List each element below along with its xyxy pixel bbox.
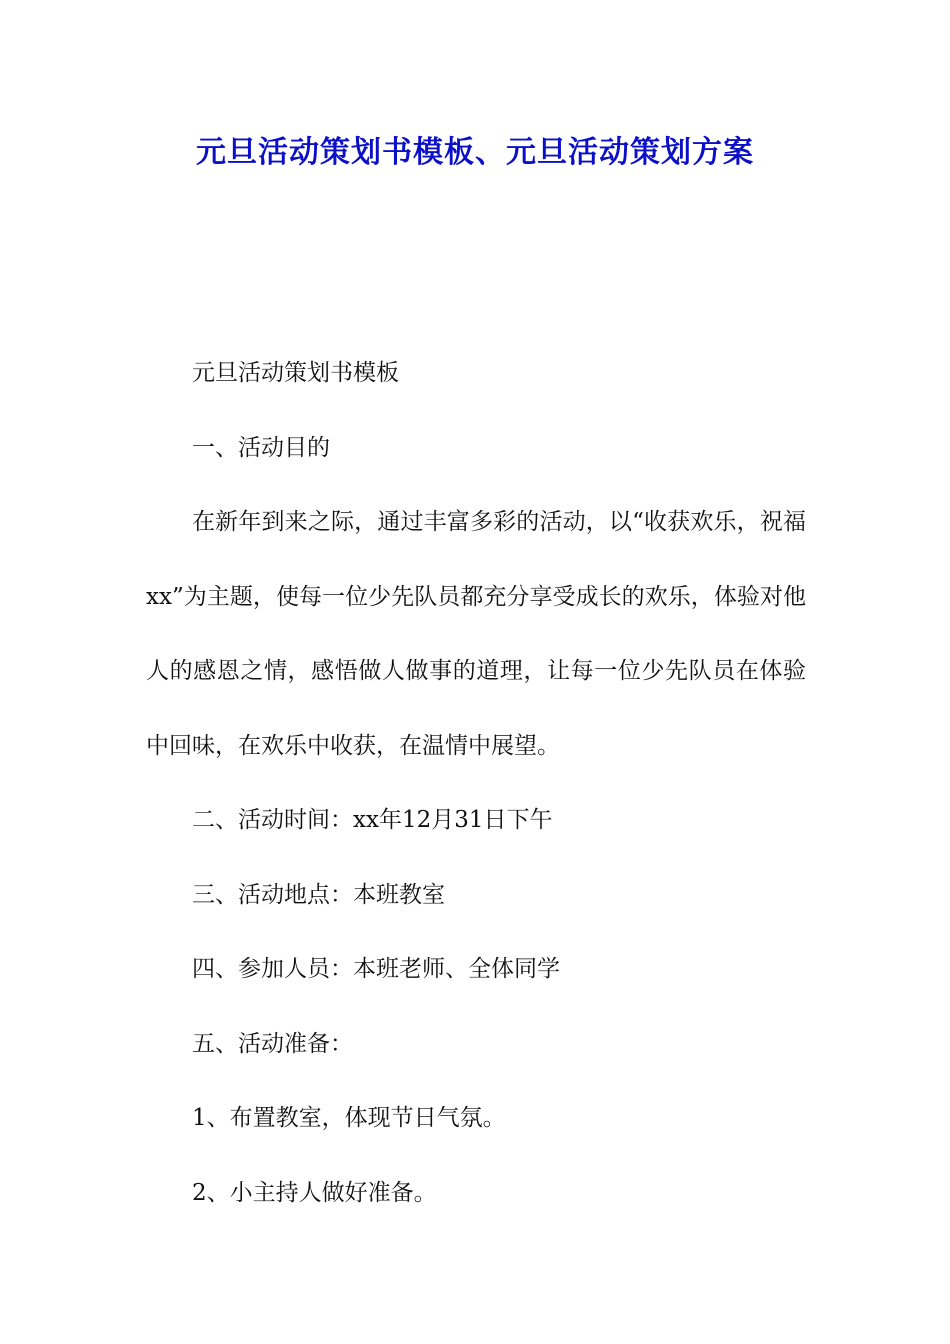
section-heading-purpose: 一、活动目的	[192, 434, 330, 461]
activity-time: 二、活动时间：xx年12月31日下午	[192, 807, 553, 833]
activity-location: 三、活动地点：本班教室	[192, 881, 445, 908]
document-body	[146, 336, 806, 1230]
purpose-paragraph: 在新年到来之际，通过丰富多彩的活动，以“收获欢乐，祝福xx”为主题，使每一位少先队员都充分享受成长的欢乐，体验对他人的感恩之情，感悟做人做事的道理，让每一位少先队员在体验中回味，在欢乐中收获，在温情中展望。	[146, 509, 806, 759]
document-title: 元旦活动策划书模板、元旦活动策划方案	[196, 135, 754, 170]
section-heading-template: 元旦活动策划书模板	[192, 360, 399, 386]
preparation-item-2: 2、小主持人做好准备。	[192, 1179, 437, 1206]
preparation-item-1: 1、布置教室，体现节日气氛。	[192, 1105, 506, 1131]
participants: 四、参加人员：本班老师、全体同学	[192, 956, 560, 982]
section-heading-preparation: 五、活动准备：	[192, 1030, 353, 1057]
